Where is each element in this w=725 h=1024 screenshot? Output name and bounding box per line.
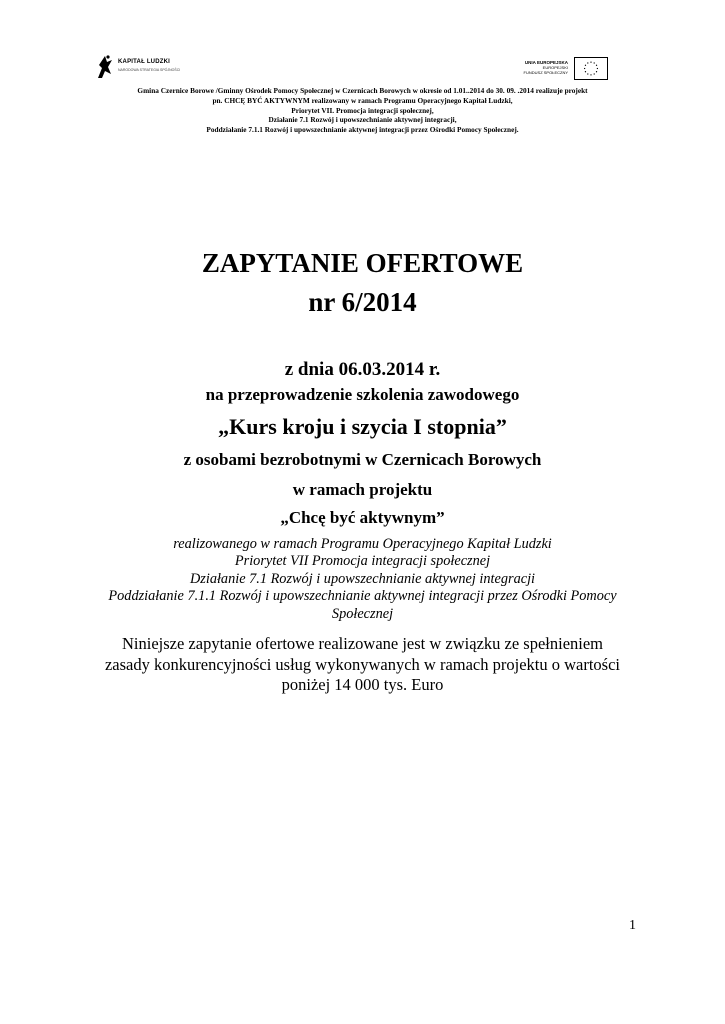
eu-star-icon [585,65,586,66]
eu-logo-line1: UNIA EUROPEJSKA [524,60,568,65]
left-logo-name: KAPITAŁ LUDZKI [118,59,171,65]
header-line-5: Poddziałanie 7.1.1 Rozwój i upowszechnianie aktywnej integracji przez Ośrodki Pomocy Społecznej. [206,125,519,135]
document-number: nr 6/2014 [308,287,417,317]
eu-star-icon [590,61,591,62]
notice-line-3: poniżej 14 000 tys. Euro [281,675,444,695]
eu-star-icon [585,71,586,72]
page-number: 1 [629,918,636,933]
program-line-1: realizowanego w ramach Programu Operacyjnego Kapitał Ludzki [173,536,552,552]
notice-line-1: Niniejsze zapytanie ofertowe realizowane jest w związku ze spełnieniem [121,634,604,653]
header-line-3: Priorytet VII. Promocja integracji społecznej, [291,105,434,115]
notice-paragraph [60,634,665,696]
notice-line-2: zasady konkurencyjności usług wykonywanych w ramach projektu o wartości [104,654,621,674]
course-name: „Kurs kroju i szycia I stopnia” [218,414,507,439]
eu-star-icon [594,62,595,63]
header-line-1: Gmina Czernice Borowe /Gminny Ośrodek Pomocy Społecznej w Czernicach Borowych w okresie od 1.01..2014 do 30. 09. .2014 realizuje projekt [137,86,588,95]
program-description [60,536,665,623]
header-line-4: Działanie 7.1 Rozwój i upowszechnianie aktywnej integracji, [268,115,457,125]
eu-star-icon [590,74,591,75]
framework-line: w ramach projektu [292,480,433,499]
program-line-5: Społecznej [331,605,394,622]
eu-star-icon [596,71,597,72]
eu-star-icon [597,68,598,69]
header-line-2: pn. CHCĘ BYĆ AKTYWNYM realizowany w ramach Programu Operacyjnego Kapitał Ludzki, [212,95,513,105]
document-date: z dnia 06.03.2014 r. [284,359,441,380]
eu-logo-line2: EUROPEJSKI [542,65,568,70]
project-name: „Chcę być aktywnym” [280,508,445,527]
kapital-ludzki-emblem-icon [96,54,114,80]
document-purpose: na przeprowadzenie szkolenia zawodowego [205,385,520,404]
eu-star-icon [587,62,588,63]
eu-star-icon [587,73,588,74]
eu-logo-text [524,60,568,75]
program-line-4: Poddziałanie 7.1.1 Rozwój i upowszechnianie aktywnej integracji przez Ośrodki Pomocy [108,588,617,605]
program-line-2: Priorytet VII Promocja integracji społecznej [234,553,491,570]
eu-logo [514,57,608,81]
program-line-3: Działanie 7.1 Rozwój i upowszechnianie aktywnej integracji [189,570,536,587]
document-title: ZAPYTANIE OFERTOWE [201,248,524,278]
eu-star-icon [596,65,597,66]
participants-line: z osobami bezrobotnymi w Czernicach Borowych [183,450,542,469]
eu-flag-icon [574,57,608,80]
eu-star-icon [594,73,595,74]
eu-logo-line3: FUNDUSZ SPOŁECZNY [523,70,568,75]
kapital-ludzki-logo [96,52,181,82]
eu-star-icon [584,68,585,69]
left-logo-subtitle: NARODOWA STRATEGIA SPÓJNOŚCI [118,68,181,72]
project-header [80,86,645,135]
